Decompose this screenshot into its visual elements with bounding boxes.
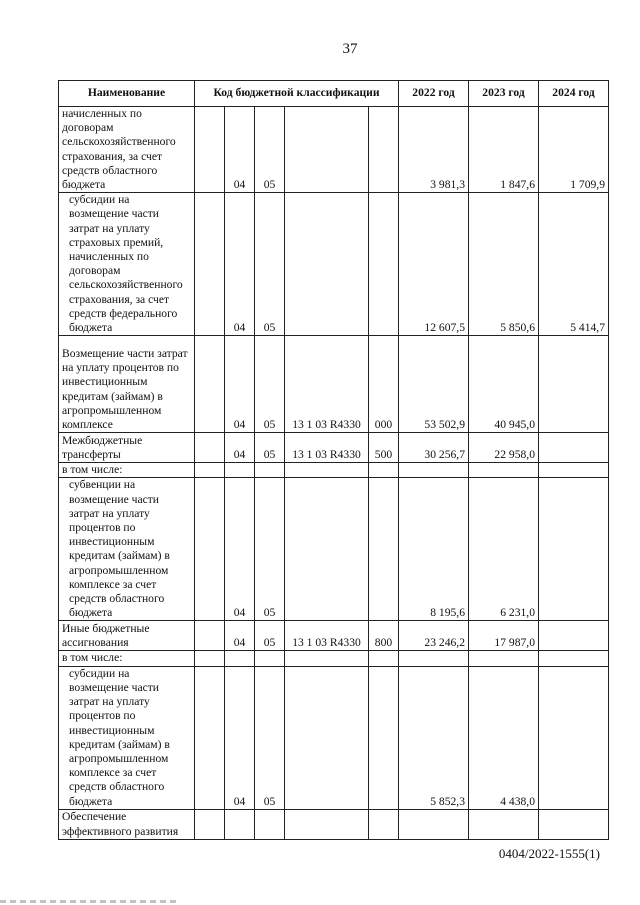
- row-2022: 5 852,3: [399, 666, 469, 809]
- row-code-target: 13 1 03 R4330: [285, 433, 369, 463]
- table-row: [59, 651, 609, 666]
- row-2022: 3 981,3: [399, 107, 469, 193]
- row-code-type: [369, 666, 399, 809]
- row-code-type: 800: [369, 621, 399, 651]
- row-code-subsection: 05: [255, 336, 285, 433]
- row-code-empty: [195, 666, 225, 809]
- row-code-target: 13 1 03 R4330: [285, 336, 369, 433]
- row-2024: [539, 651, 609, 666]
- header-2023: 2023 год: [469, 81, 539, 107]
- row-2022: 12 607,5: [399, 193, 469, 336]
- row-name: субсидии на возмещение части затрат на уплату страховых премий, начисленных по договорам сельскохозяйственного страхования, за счет средств федерального бюджета: [59, 193, 195, 336]
- row-code-target: [285, 666, 369, 809]
- row-code-subsection: 05: [255, 621, 285, 651]
- row-2023: 4 438,0: [469, 666, 539, 809]
- row-name: в том числе:: [59, 463, 195, 478]
- row-code-empty: [195, 463, 225, 478]
- row-name: Возмещение части затрат на уплату процентов по инвестиционным кредитам (займам) в агропромышленном комплексе: [59, 336, 195, 433]
- row-2023: 1 847,6: [469, 107, 539, 193]
- row-code-type: [369, 107, 399, 193]
- row-code-type: [369, 651, 399, 666]
- budget-table: [58, 80, 609, 840]
- row-code-section: 04: [225, 621, 255, 651]
- row-2022: [399, 809, 469, 839]
- row-code-subsection: [255, 463, 285, 478]
- document-footer-code: 0404/2022-1555(1): [498, 846, 600, 861]
- row-code-empty: [195, 433, 225, 463]
- row-code-subsection: 05: [255, 433, 285, 463]
- row-2022: 23 246,2: [399, 621, 469, 651]
- row-code-target: [285, 809, 369, 839]
- row-code-section: [225, 651, 255, 666]
- row-code-type: [369, 463, 399, 478]
- row-2024: 5 414,7: [539, 193, 609, 336]
- row-code-type: 000: [369, 336, 399, 433]
- row-name: субсидии на возмещение части затрат на уплату процентов по инвестиционным кредитам (займам) в агропромышленном комплексе за счет средств областного бюджета: [59, 666, 195, 809]
- row-name: начисленных по договорам сельскохозяйственного страхования, за счет средств областного бюджета: [59, 107, 195, 193]
- row-code-subsection: [255, 809, 285, 839]
- row-2024: [539, 433, 609, 463]
- table-header-row: [59, 81, 609, 107]
- header-2024: 2024 год: [539, 81, 609, 107]
- table-row: [59, 107, 609, 193]
- row-code-empty: [195, 107, 225, 193]
- row-code-section: 04: [225, 433, 255, 463]
- table-row: [59, 478, 609, 621]
- table-row: [59, 336, 609, 433]
- row-name: субвенции на возмещение части затрат на уплату процентов по инвестиционным кредитам (займам) в агропромышленном комплексе за счет средств областного бюджета: [59, 478, 195, 621]
- header-2022: 2022 год: [399, 81, 469, 107]
- row-code-section: 04: [225, 666, 255, 809]
- row-2023: 40 945,0: [469, 336, 539, 433]
- row-code-section: [225, 463, 255, 478]
- row-code-section: 04: [225, 336, 255, 433]
- row-code-subsection: [255, 651, 285, 666]
- row-2024: [539, 666, 609, 809]
- header-code: Код бюджетной классификации: [195, 81, 399, 107]
- header-name: Наименование: [59, 81, 195, 107]
- row-name: Иные бюджетные ассигнования: [59, 621, 195, 651]
- row-2024: [539, 621, 609, 651]
- row-2023: 5 850,6: [469, 193, 539, 336]
- table-row: [59, 433, 609, 463]
- row-name: Обеспечение эффективного развития: [59, 809, 195, 839]
- row-2022: [399, 463, 469, 478]
- row-code-type: [369, 809, 399, 839]
- row-code-target: [285, 651, 369, 666]
- table-row: [59, 193, 609, 336]
- row-2023: [469, 651, 539, 666]
- row-code-empty: [195, 809, 225, 839]
- row-2024: 1 709,9: [539, 107, 609, 193]
- row-code-empty: [195, 621, 225, 651]
- scan-edge-mark: [0, 900, 180, 903]
- table-row: [59, 621, 609, 651]
- row-2024: [539, 336, 609, 433]
- table-row: [59, 463, 609, 478]
- row-2022: 30 256,7: [399, 433, 469, 463]
- row-code-subsection: 05: [255, 478, 285, 621]
- row-2022: [399, 651, 469, 666]
- row-code-empty: [195, 193, 225, 336]
- row-name: в том числе:: [59, 651, 195, 666]
- row-code-target: [285, 478, 369, 621]
- row-code-type: 500: [369, 433, 399, 463]
- row-code-type: [369, 478, 399, 621]
- row-2024: [539, 809, 609, 839]
- row-code-empty: [195, 336, 225, 433]
- row-code-empty: [195, 478, 225, 621]
- row-code-section: 04: [225, 478, 255, 621]
- row-code-type: [369, 193, 399, 336]
- row-2023: 6 231,0: [469, 478, 539, 621]
- row-code-section: 04: [225, 193, 255, 336]
- row-code-target: [285, 463, 369, 478]
- row-2023: [469, 809, 539, 839]
- row-code-section: 04: [225, 107, 255, 193]
- row-code-subsection: 05: [255, 193, 285, 336]
- table-row: [59, 809, 609, 839]
- row-code-section: [225, 809, 255, 839]
- row-code-target: 13 1 03 R4330: [285, 621, 369, 651]
- row-code-subsection: 05: [255, 107, 285, 193]
- row-2023: 22 958,0: [469, 433, 539, 463]
- row-code-target: [285, 107, 369, 193]
- row-code-target: [285, 193, 369, 336]
- row-name: Межбюджетные трансферты: [59, 433, 195, 463]
- row-code-subsection: 05: [255, 666, 285, 809]
- page-number: 37: [342, 41, 358, 57]
- row-2022: 8 195,6: [399, 478, 469, 621]
- row-2022: 53 502,9: [399, 336, 469, 433]
- row-2024: [539, 478, 609, 621]
- row-2023: [469, 463, 539, 478]
- row-2024: [539, 463, 609, 478]
- row-code-empty: [195, 651, 225, 666]
- row-2023: 17 987,0: [469, 621, 539, 651]
- table-row: [59, 666, 609, 809]
